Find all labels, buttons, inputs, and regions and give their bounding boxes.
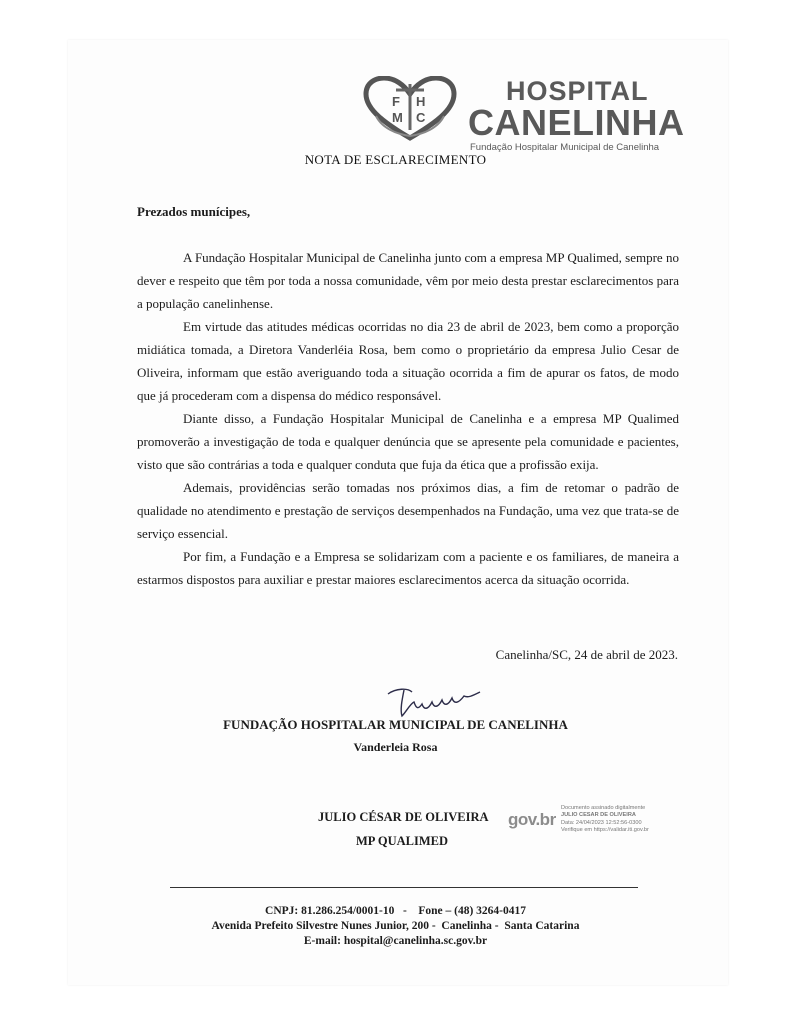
signatory-organization: FUNDAÇÃO HOSPITALAR MUNICIPAL DE CANELINHA	[223, 717, 568, 732]
logo-canelinha-word: CANELINHA	[468, 102, 685, 143]
digital-signature-stamp	[561, 805, 681, 835]
hospital-logo	[466, 76, 696, 153]
emblem-letter-m: M	[392, 110, 403, 125]
paragraph-1: A Fundação Hospitalar Municipal de Canelinha junto com a empresa MP Qualimed, sempre no dever e respeito que têm por toda a nossa comunidade, vêm por meio desta prestar esclarecimentos para a população canelinhense.	[137, 250, 679, 311]
footer	[0, 904, 791, 949]
stamp-line-4: Verifique em https://validar.iti.gov.br	[561, 827, 649, 834]
signature-scribble	[382, 684, 492, 720]
document-title: NOTA DE ESCLARECIMENTO	[304, 152, 487, 167]
logo-hospital-word: HOSPITAL	[506, 76, 649, 106]
footer-email: E-mail: hospital@canelinha.sc.gov.br	[303, 935, 488, 947]
stamp-line-2: JULIO CESAR DE OLIVEIRA	[561, 812, 636, 819]
paragraph-3: Diante disso, a Fundação Hospitalar Municipal de Canelinha e a empresa MP Qualimed promoverão a investigação de toda e qualquer denúncia que se apresente pela comunidade e pacientes, visto que são contrárias a toda e qualquer conduta que fuja da ética que a profissão exija.	[137, 411, 679, 472]
paragraph-5: Por fim, a Fundação e a Empresa se solidarizam com a paciente e os familiares, de maneira a estarmos dispostos para auxiliar e prestar maiores esclarecimentos acerca da situação ocorrida.	[137, 549, 679, 587]
salutation: Prezados munícipes,	[137, 204, 251, 219]
paragraph-4: Ademais, providências serão tomadas nos próximos dias, a fim de retomar o padrão de qualidade no atendimento e prestação de serviços desempenhados na Fundação, uma vez que trata-se de serviço essencial.	[137, 480, 679, 541]
paragraph-2: Em virtude das atitudes médicas ocorridas no dia 23 de abril de 2023, bem como a proporção midiática tomada, a Diretora Vanderléia Rosa, bem como o proprietário da empresa Julio Cesar de Oliveira, informam que estão averiguando toda a situação ocorrida a fim de apurar os fatos, de modo que já procederam com a dispensa do médico responsável.	[137, 319, 679, 403]
emblem-letter-c: C	[416, 110, 426, 125]
logo-subtitle: Fundação Hospitalar Municipal de Canelinha	[470, 142, 660, 153]
emblem-letter-f: F	[392, 94, 400, 109]
body-text	[137, 246, 679, 591]
signatory-name: Vanderleia Rosa	[353, 740, 438, 754]
stamp-line-3: Data: 24/04/2023 12:52:56-0300	[561, 819, 642, 826]
footer-cnpj-phone: CNPJ: 81.286.254/0001-10 - Fone – (48) 3264-0417	[265, 905, 526, 917]
stamp-line-1: Documento assinado digitalmente	[561, 805, 646, 811]
partner-company: MP QUALIMED	[356, 834, 449, 848]
emblem-letter-h: H	[416, 94, 426, 109]
govbr-logo: gov.br	[508, 810, 556, 829]
date-line: Canelinha/SC, 24 de abril de 2023.	[495, 647, 678, 662]
partner-name: JULIO CÉSAR DE OLIVEIRA	[318, 810, 489, 824]
footer-address: Avenida Prefeito Silvestre Nunes Junior, 200 - Canelinha - Santa Catarina	[211, 920, 580, 932]
footer-divider	[170, 887, 638, 888]
heart-cross-emblem-icon	[356, 76, 464, 142]
